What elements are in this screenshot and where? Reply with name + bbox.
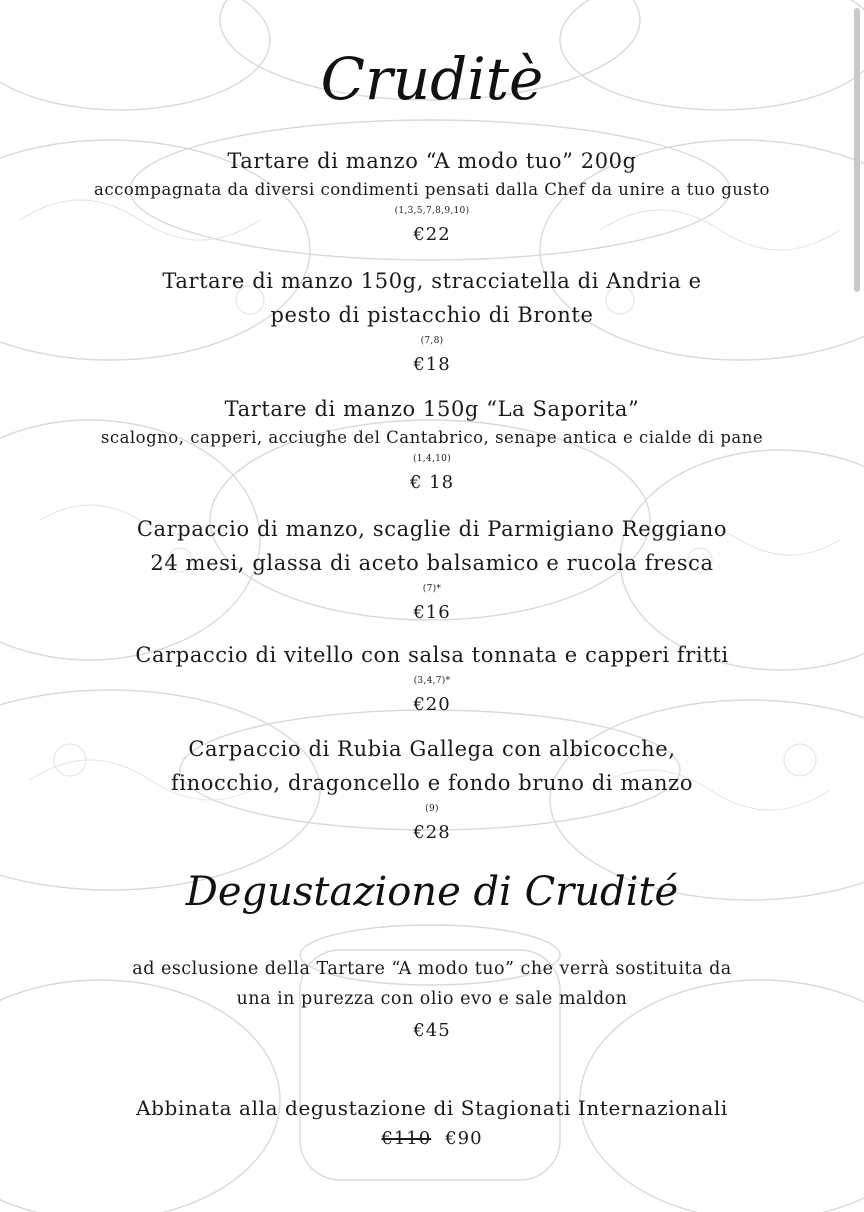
dish-name: Tartare di manzo 150g “La Saporita” <box>224 397 640 421</box>
menu-item <box>0 638 864 720</box>
pairing-label: Abbinata alla degustazione di Stagionati Internazionali <box>136 1096 728 1120</box>
menu-item <box>0 512 864 628</box>
tasting-description-line2: una in purezza con olio evo e sale maldon <box>236 989 628 1009</box>
menu-item <box>0 392 864 498</box>
tasting-title: Degustazione di Crudité <box>185 869 679 915</box>
pairing-prices <box>0 1124 864 1154</box>
tasting-description-line1: ad esclusione della Tartare “A modo tuo” che verrà sostituita da <box>132 959 732 979</box>
old-price: €110 <box>381 1128 432 1149</box>
dish-allergens: (9) <box>425 804 439 814</box>
dish-allergens: (7,8) <box>420 336 444 346</box>
dish-price: €28 <box>413 822 451 843</box>
dish-name-line2: pesto di pistacchio di Bronte <box>270 303 594 327</box>
pairing-block <box>0 1092 864 1154</box>
new-price: €90 <box>445 1128 483 1149</box>
dish-description: scalogno, capperi, acciughe del Cantabrico, senape antica e cialde di pane <box>100 428 764 447</box>
dish-allergens: (1,4,10) <box>412 454 452 464</box>
menu-item <box>0 264 864 380</box>
dish-name-line1: Tartare di manzo 150g, stracciatella di Andria e <box>162 269 702 293</box>
menu-item <box>0 732 864 848</box>
tasting-price: €45 <box>413 1020 451 1041</box>
dish-price: €20 <box>413 694 451 715</box>
dish-name-line1: Carpaccio di manzo, scaglie di Parmigiano Reggiano <box>136 517 728 541</box>
dish-allergens: (3,4,7)* <box>413 676 451 686</box>
scrollbar[interactable] <box>854 8 860 292</box>
dish-name-line2: 24 mesi, glassa di aceto balsamico e rucola fresca <box>150 551 714 575</box>
dish-name: Carpaccio di vitello con salsa tonnata e capperi fritti <box>135 643 729 667</box>
dish-price: €22 <box>413 224 451 245</box>
dish-price: € 18 <box>409 472 455 493</box>
dish-allergens: (7)* <box>422 584 442 594</box>
dish-price: €18 <box>413 354 451 375</box>
menu-item <box>0 144 864 250</box>
tasting-block <box>0 954 864 1048</box>
dish-name-line2: finocchio, dragoncello e fondo bruno di manzo <box>170 771 694 795</box>
section-title: Cruditè <box>320 45 544 113</box>
dish-name: Tartare di manzo “A modo tuo” 200g <box>227 149 637 173</box>
dish-name-line1: Carpaccio di Rubia Gallega con albicocche, <box>188 737 676 761</box>
dish-allergens: (1,3,5,7,8,9,10) <box>394 206 470 216</box>
dish-description: accompagnata da diversi condimenti pensati dalla Chef da unire a tuo gusto <box>94 180 770 199</box>
dish-price: €16 <box>413 602 451 623</box>
